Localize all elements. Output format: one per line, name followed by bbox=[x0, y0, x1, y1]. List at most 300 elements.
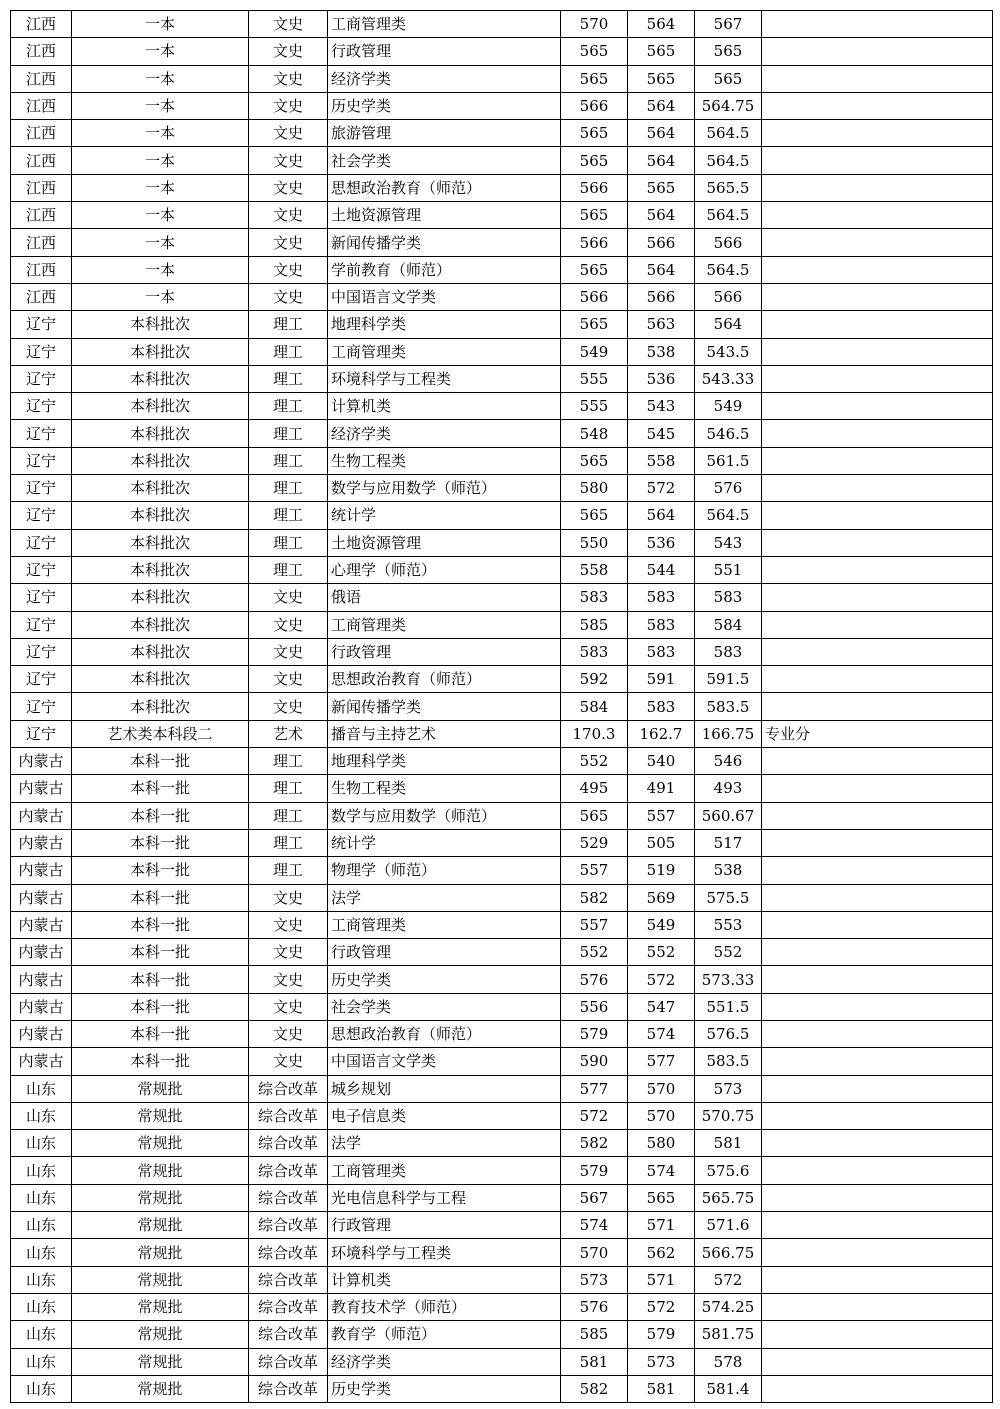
batch-cell: 本科一批 bbox=[72, 748, 249, 775]
min-score-cell: 565 bbox=[628, 38, 695, 65]
table-row bbox=[11, 283, 993, 310]
category-cell: 综合改革 bbox=[249, 1348, 328, 1375]
major-cell: 工商管理类 bbox=[328, 611, 561, 638]
avg-score-cell: 576.5 bbox=[695, 1020, 762, 1047]
category-cell: 理工 bbox=[249, 447, 328, 474]
table-row bbox=[11, 556, 993, 583]
table-row bbox=[11, 147, 993, 174]
avg-score-cell: 570.75 bbox=[695, 1102, 762, 1129]
max-score-cell: 584 bbox=[561, 693, 628, 720]
min-score-cell: 565 bbox=[628, 65, 695, 92]
note-cell bbox=[762, 1212, 993, 1239]
category-cell: 理工 bbox=[249, 393, 328, 420]
major-cell: 经济学类 bbox=[328, 1348, 561, 1375]
max-score-cell: 567 bbox=[561, 1184, 628, 1211]
note-cell bbox=[762, 65, 993, 92]
note-cell bbox=[762, 556, 993, 583]
batch-cell: 本科批次 bbox=[72, 475, 249, 502]
table-row bbox=[11, 1293, 993, 1320]
batch-cell: 本科批次 bbox=[72, 502, 249, 529]
category-cell: 文史 bbox=[249, 638, 328, 665]
category-cell: 文史 bbox=[249, 993, 328, 1020]
category-cell: 理工 bbox=[249, 502, 328, 529]
table-row bbox=[11, 775, 993, 802]
max-score-cell: 555 bbox=[561, 393, 628, 420]
table-row bbox=[11, 311, 993, 338]
batch-cell: 本科批次 bbox=[72, 529, 249, 556]
max-score-cell: 574 bbox=[561, 1212, 628, 1239]
note-cell bbox=[762, 529, 993, 556]
note-cell bbox=[762, 447, 993, 474]
avg-score-cell: 573.33 bbox=[695, 966, 762, 993]
avg-score-cell: 564.5 bbox=[695, 256, 762, 283]
batch-cell: 本科一批 bbox=[72, 884, 249, 911]
min-score-cell: 540 bbox=[628, 748, 695, 775]
batch-cell: 常规批 bbox=[72, 1375, 249, 1402]
min-score-cell: 570 bbox=[628, 1075, 695, 1102]
major-cell: 计算机类 bbox=[328, 1266, 561, 1293]
avg-score-cell: 565 bbox=[695, 38, 762, 65]
note-cell bbox=[762, 229, 993, 256]
max-score-cell: 565 bbox=[561, 311, 628, 338]
province-cell: 辽宁 bbox=[11, 475, 72, 502]
avg-score-cell: 566 bbox=[695, 283, 762, 310]
category-cell: 理工 bbox=[249, 365, 328, 392]
province-cell: 江西 bbox=[11, 283, 72, 310]
max-score-cell: 585 bbox=[561, 1321, 628, 1348]
note-cell bbox=[762, 666, 993, 693]
province-cell: 内蒙古 bbox=[11, 966, 72, 993]
max-score-cell: 170.3 bbox=[561, 720, 628, 747]
avg-score-cell: 575.6 bbox=[695, 1157, 762, 1184]
province-cell: 内蒙古 bbox=[11, 884, 72, 911]
major-cell: 环境科学与工程类 bbox=[328, 365, 561, 392]
province-cell: 辽宁 bbox=[11, 720, 72, 747]
max-score-cell: 549 bbox=[561, 338, 628, 365]
avg-score-cell: 564.5 bbox=[695, 120, 762, 147]
min-score-cell: 558 bbox=[628, 447, 695, 474]
min-score-cell: 580 bbox=[628, 1130, 695, 1157]
table-row bbox=[11, 1239, 993, 1266]
min-score-cell: 543 bbox=[628, 393, 695, 420]
avg-score-cell: 584 bbox=[695, 611, 762, 638]
major-cell: 电子信息类 bbox=[328, 1102, 561, 1129]
note-cell bbox=[762, 829, 993, 856]
category-cell: 文史 bbox=[249, 966, 328, 993]
avg-score-cell: 538 bbox=[695, 857, 762, 884]
category-cell: 理工 bbox=[249, 556, 328, 583]
major-cell: 工商管理类 bbox=[328, 911, 561, 938]
min-score-cell: 570 bbox=[628, 1102, 695, 1129]
table-row bbox=[11, 1157, 993, 1184]
max-score-cell: 566 bbox=[561, 92, 628, 119]
min-score-cell: 564 bbox=[628, 202, 695, 229]
table-row bbox=[11, 693, 993, 720]
major-cell: 思想政治教育（师范） bbox=[328, 666, 561, 693]
min-score-cell: 545 bbox=[628, 420, 695, 447]
min-score-cell: 566 bbox=[628, 283, 695, 310]
avg-score-cell: 575.5 bbox=[695, 884, 762, 911]
min-score-cell: 583 bbox=[628, 584, 695, 611]
avg-score-cell: 565.75 bbox=[695, 1184, 762, 1211]
note-cell bbox=[762, 1130, 993, 1157]
batch-cell: 一本 bbox=[72, 38, 249, 65]
note-cell bbox=[762, 256, 993, 283]
note-cell bbox=[762, 502, 993, 529]
table-row bbox=[11, 1020, 993, 1047]
max-score-cell: 582 bbox=[561, 1375, 628, 1402]
major-cell: 旅游管理 bbox=[328, 120, 561, 147]
category-cell: 艺术 bbox=[249, 720, 328, 747]
avg-score-cell: 561.5 bbox=[695, 447, 762, 474]
batch-cell: 本科一批 bbox=[72, 775, 249, 802]
province-cell: 内蒙古 bbox=[11, 775, 72, 802]
table-row bbox=[11, 65, 993, 92]
note-cell bbox=[762, 1075, 993, 1102]
avg-score-cell: 583.5 bbox=[695, 693, 762, 720]
max-score-cell: 548 bbox=[561, 420, 628, 447]
max-score-cell: 565 bbox=[561, 147, 628, 174]
table-row bbox=[11, 475, 993, 502]
avg-score-cell: 581.75 bbox=[695, 1321, 762, 1348]
province-cell: 江西 bbox=[11, 120, 72, 147]
max-score-cell: 592 bbox=[561, 666, 628, 693]
note-cell bbox=[762, 1348, 993, 1375]
max-score-cell: 529 bbox=[561, 829, 628, 856]
batch-cell: 常规批 bbox=[72, 1266, 249, 1293]
note-cell bbox=[762, 1375, 993, 1402]
batch-cell: 常规批 bbox=[72, 1102, 249, 1129]
province-cell: 内蒙古 bbox=[11, 993, 72, 1020]
province-cell: 江西 bbox=[11, 147, 72, 174]
province-cell: 内蒙古 bbox=[11, 939, 72, 966]
province-cell: 内蒙古 bbox=[11, 1048, 72, 1075]
note-cell bbox=[762, 775, 993, 802]
province-cell: 山东 bbox=[11, 1239, 72, 1266]
table-row bbox=[11, 720, 993, 747]
min-score-cell: 579 bbox=[628, 1321, 695, 1348]
major-cell: 数学与应用数学（师范） bbox=[328, 802, 561, 829]
min-score-cell: 564 bbox=[628, 11, 695, 38]
avg-score-cell: 576 bbox=[695, 475, 762, 502]
major-cell: 思想政治教育（师范） bbox=[328, 1020, 561, 1047]
category-cell: 理工 bbox=[249, 857, 328, 884]
min-score-cell: 564 bbox=[628, 147, 695, 174]
max-score-cell: 557 bbox=[561, 857, 628, 884]
category-cell: 文史 bbox=[249, 38, 328, 65]
note-cell bbox=[762, 1239, 993, 1266]
min-score-cell: 565 bbox=[628, 174, 695, 201]
major-cell: 数学与应用数学（师范） bbox=[328, 475, 561, 502]
category-cell: 文史 bbox=[249, 229, 328, 256]
province-cell: 辽宁 bbox=[11, 365, 72, 392]
major-cell: 中国语言文学类 bbox=[328, 283, 561, 310]
min-score-cell: 547 bbox=[628, 993, 695, 1020]
province-cell: 辽宁 bbox=[11, 529, 72, 556]
category-cell: 综合改革 bbox=[249, 1184, 328, 1211]
major-cell: 光电信息科学与工程 bbox=[328, 1184, 561, 1211]
major-cell: 俄语 bbox=[328, 584, 561, 611]
min-score-cell: 564 bbox=[628, 502, 695, 529]
table-row bbox=[11, 92, 993, 119]
province-cell: 山东 bbox=[11, 1321, 72, 1348]
min-score-cell: 557 bbox=[628, 802, 695, 829]
note-cell bbox=[762, 92, 993, 119]
table-row bbox=[11, 502, 993, 529]
batch-cell: 艺术类本科段二 bbox=[72, 720, 249, 747]
avg-score-cell: 591.5 bbox=[695, 666, 762, 693]
category-cell: 文史 bbox=[249, 611, 328, 638]
min-score-cell: 552 bbox=[628, 939, 695, 966]
note-cell bbox=[762, 911, 993, 938]
batch-cell: 本科一批 bbox=[72, 857, 249, 884]
avg-score-cell: 564 bbox=[695, 311, 762, 338]
min-score-cell: 565 bbox=[628, 1184, 695, 1211]
province-cell: 辽宁 bbox=[11, 502, 72, 529]
category-cell: 文史 bbox=[249, 911, 328, 938]
table-row bbox=[11, 829, 993, 856]
category-cell: 理工 bbox=[249, 748, 328, 775]
max-score-cell: 579 bbox=[561, 1157, 628, 1184]
category-cell: 综合改革 bbox=[249, 1321, 328, 1348]
category-cell: 理工 bbox=[249, 802, 328, 829]
note-cell bbox=[762, 338, 993, 365]
major-cell: 教育技术学（师范） bbox=[328, 1293, 561, 1320]
major-cell: 历史学类 bbox=[328, 966, 561, 993]
batch-cell: 常规批 bbox=[72, 1184, 249, 1211]
batch-cell: 常规批 bbox=[72, 1157, 249, 1184]
batch-cell: 一本 bbox=[72, 11, 249, 38]
min-score-cell: 581 bbox=[628, 1375, 695, 1402]
province-cell: 江西 bbox=[11, 202, 72, 229]
max-score-cell: 565 bbox=[561, 502, 628, 529]
table-row bbox=[11, 584, 993, 611]
batch-cell: 本科批次 bbox=[72, 556, 249, 583]
max-score-cell: 590 bbox=[561, 1048, 628, 1075]
major-cell: 历史学类 bbox=[328, 92, 561, 119]
province-cell: 江西 bbox=[11, 11, 72, 38]
batch-cell: 常规批 bbox=[72, 1348, 249, 1375]
min-score-cell: 569 bbox=[628, 884, 695, 911]
province-cell: 辽宁 bbox=[11, 693, 72, 720]
table-row bbox=[11, 174, 993, 201]
max-score-cell: 583 bbox=[561, 584, 628, 611]
category-cell: 文史 bbox=[249, 202, 328, 229]
batch-cell: 本科一批 bbox=[72, 802, 249, 829]
avg-score-cell: 573 bbox=[695, 1075, 762, 1102]
province-cell: 山东 bbox=[11, 1375, 72, 1402]
note-cell bbox=[762, 120, 993, 147]
max-score-cell: 565 bbox=[561, 202, 628, 229]
max-score-cell: 566 bbox=[561, 229, 628, 256]
avg-score-cell: 564.5 bbox=[695, 502, 762, 529]
province-cell: 辽宁 bbox=[11, 311, 72, 338]
category-cell: 文史 bbox=[249, 11, 328, 38]
table-row bbox=[11, 993, 993, 1020]
min-score-cell: 519 bbox=[628, 857, 695, 884]
category-cell: 综合改革 bbox=[249, 1102, 328, 1129]
max-score-cell: 557 bbox=[561, 911, 628, 938]
max-score-cell: 565 bbox=[561, 120, 628, 147]
note-cell bbox=[762, 202, 993, 229]
table-row bbox=[11, 748, 993, 775]
province-cell: 辽宁 bbox=[11, 666, 72, 693]
province-cell: 辽宁 bbox=[11, 611, 72, 638]
note-cell bbox=[762, 857, 993, 884]
avg-score-cell: 581 bbox=[695, 1130, 762, 1157]
category-cell: 文史 bbox=[249, 65, 328, 92]
note-cell bbox=[762, 420, 993, 447]
major-cell: 播音与主持艺术 bbox=[328, 720, 561, 747]
avg-score-cell: 551 bbox=[695, 556, 762, 583]
batch-cell: 本科一批 bbox=[72, 966, 249, 993]
table-row bbox=[11, 393, 993, 420]
batch-cell: 一本 bbox=[72, 174, 249, 201]
note-cell bbox=[762, 611, 993, 638]
province-cell: 江西 bbox=[11, 92, 72, 119]
avg-score-cell: 546 bbox=[695, 748, 762, 775]
note-cell bbox=[762, 584, 993, 611]
batch-cell: 常规批 bbox=[72, 1075, 249, 1102]
province-cell: 江西 bbox=[11, 65, 72, 92]
avg-score-cell: 583.5 bbox=[695, 1048, 762, 1075]
major-cell: 新闻传播学类 bbox=[328, 693, 561, 720]
major-cell: 行政管理 bbox=[328, 638, 561, 665]
batch-cell: 本科批次 bbox=[72, 693, 249, 720]
province-cell: 山东 bbox=[11, 1348, 72, 1375]
min-score-cell: 572 bbox=[628, 966, 695, 993]
table-row bbox=[11, 884, 993, 911]
min-score-cell: 583 bbox=[628, 693, 695, 720]
table-row bbox=[11, 38, 993, 65]
major-cell: 经济学类 bbox=[328, 65, 561, 92]
table-row bbox=[11, 911, 993, 938]
batch-cell: 本科批次 bbox=[72, 365, 249, 392]
min-score-cell: 563 bbox=[628, 311, 695, 338]
note-cell bbox=[762, 475, 993, 502]
min-score-cell: 491 bbox=[628, 775, 695, 802]
min-score-cell: 572 bbox=[628, 475, 695, 502]
min-score-cell: 564 bbox=[628, 92, 695, 119]
min-score-cell: 564 bbox=[628, 120, 695, 147]
major-cell: 教育学（师范） bbox=[328, 1321, 561, 1348]
min-score-cell: 536 bbox=[628, 365, 695, 392]
province-cell: 辽宁 bbox=[11, 447, 72, 474]
table-row bbox=[11, 1048, 993, 1075]
major-cell: 物理学（师范） bbox=[328, 857, 561, 884]
table-row bbox=[11, 420, 993, 447]
max-score-cell: 558 bbox=[561, 556, 628, 583]
province-cell: 辽宁 bbox=[11, 420, 72, 447]
note-cell bbox=[762, 11, 993, 38]
province-cell: 江西 bbox=[11, 229, 72, 256]
max-score-cell: 495 bbox=[561, 775, 628, 802]
table-row bbox=[11, 229, 993, 256]
min-score-cell: 538 bbox=[628, 338, 695, 365]
table-row bbox=[11, 256, 993, 283]
batch-cell: 本科批次 bbox=[72, 338, 249, 365]
category-cell: 理工 bbox=[249, 311, 328, 338]
province-cell: 山东 bbox=[11, 1102, 72, 1129]
province-cell: 内蒙古 bbox=[11, 1020, 72, 1047]
avg-score-cell: 517 bbox=[695, 829, 762, 856]
min-score-cell: 536 bbox=[628, 529, 695, 556]
table-row bbox=[11, 966, 993, 993]
batch-cell: 一本 bbox=[72, 120, 249, 147]
max-score-cell: 580 bbox=[561, 475, 628, 502]
category-cell: 理工 bbox=[249, 420, 328, 447]
max-score-cell: 555 bbox=[561, 365, 628, 392]
table-row bbox=[11, 939, 993, 966]
batch-cell: 一本 bbox=[72, 202, 249, 229]
note-cell bbox=[762, 748, 993, 775]
max-score-cell: 570 bbox=[561, 1239, 628, 1266]
min-score-cell: 571 bbox=[628, 1266, 695, 1293]
table-row bbox=[11, 802, 993, 829]
table-row bbox=[11, 338, 993, 365]
min-score-cell: 162.7 bbox=[628, 720, 695, 747]
province-cell: 江西 bbox=[11, 38, 72, 65]
major-cell: 计算机类 bbox=[328, 393, 561, 420]
province-cell: 辽宁 bbox=[11, 638, 72, 665]
category-cell: 综合改革 bbox=[249, 1075, 328, 1102]
major-cell: 社会学类 bbox=[328, 993, 561, 1020]
batch-cell: 本科批次 bbox=[72, 447, 249, 474]
min-score-cell: 571 bbox=[628, 1212, 695, 1239]
category-cell: 文史 bbox=[249, 584, 328, 611]
major-cell: 生物工程类 bbox=[328, 447, 561, 474]
avg-score-cell: 166.75 bbox=[695, 720, 762, 747]
max-score-cell: 552 bbox=[561, 748, 628, 775]
batch-cell: 本科批次 bbox=[72, 666, 249, 693]
batch-cell: 常规批 bbox=[72, 1321, 249, 1348]
category-cell: 综合改革 bbox=[249, 1239, 328, 1266]
major-cell: 工商管理类 bbox=[328, 338, 561, 365]
note-cell bbox=[762, 1184, 993, 1211]
avg-score-cell: 566 bbox=[695, 229, 762, 256]
max-score-cell: 550 bbox=[561, 529, 628, 556]
batch-cell: 本科批次 bbox=[72, 584, 249, 611]
category-cell: 文史 bbox=[249, 174, 328, 201]
province-cell: 江西 bbox=[11, 256, 72, 283]
category-cell: 理工 bbox=[249, 829, 328, 856]
max-score-cell: 582 bbox=[561, 884, 628, 911]
avg-score-cell: 549 bbox=[695, 393, 762, 420]
table-row bbox=[11, 1266, 993, 1293]
avg-score-cell: 543 bbox=[695, 529, 762, 556]
max-score-cell: 570 bbox=[561, 11, 628, 38]
min-score-cell: 583 bbox=[628, 611, 695, 638]
note-cell bbox=[762, 147, 993, 174]
max-score-cell: 565 bbox=[561, 65, 628, 92]
major-cell: 土地资源管理 bbox=[328, 202, 561, 229]
note-cell bbox=[762, 638, 993, 665]
max-score-cell: 572 bbox=[561, 1102, 628, 1129]
major-cell: 统计学 bbox=[328, 502, 561, 529]
major-cell: 心理学（师范） bbox=[328, 556, 561, 583]
category-cell: 理工 bbox=[249, 475, 328, 502]
table-row bbox=[11, 857, 993, 884]
category-cell: 文史 bbox=[249, 147, 328, 174]
table-row bbox=[11, 666, 993, 693]
batch-cell: 一本 bbox=[72, 283, 249, 310]
province-cell: 江西 bbox=[11, 174, 72, 201]
batch-cell: 一本 bbox=[72, 147, 249, 174]
table-row bbox=[11, 529, 993, 556]
major-cell: 行政管理 bbox=[328, 1212, 561, 1239]
note-cell bbox=[762, 1266, 993, 1293]
min-score-cell: 591 bbox=[628, 666, 695, 693]
